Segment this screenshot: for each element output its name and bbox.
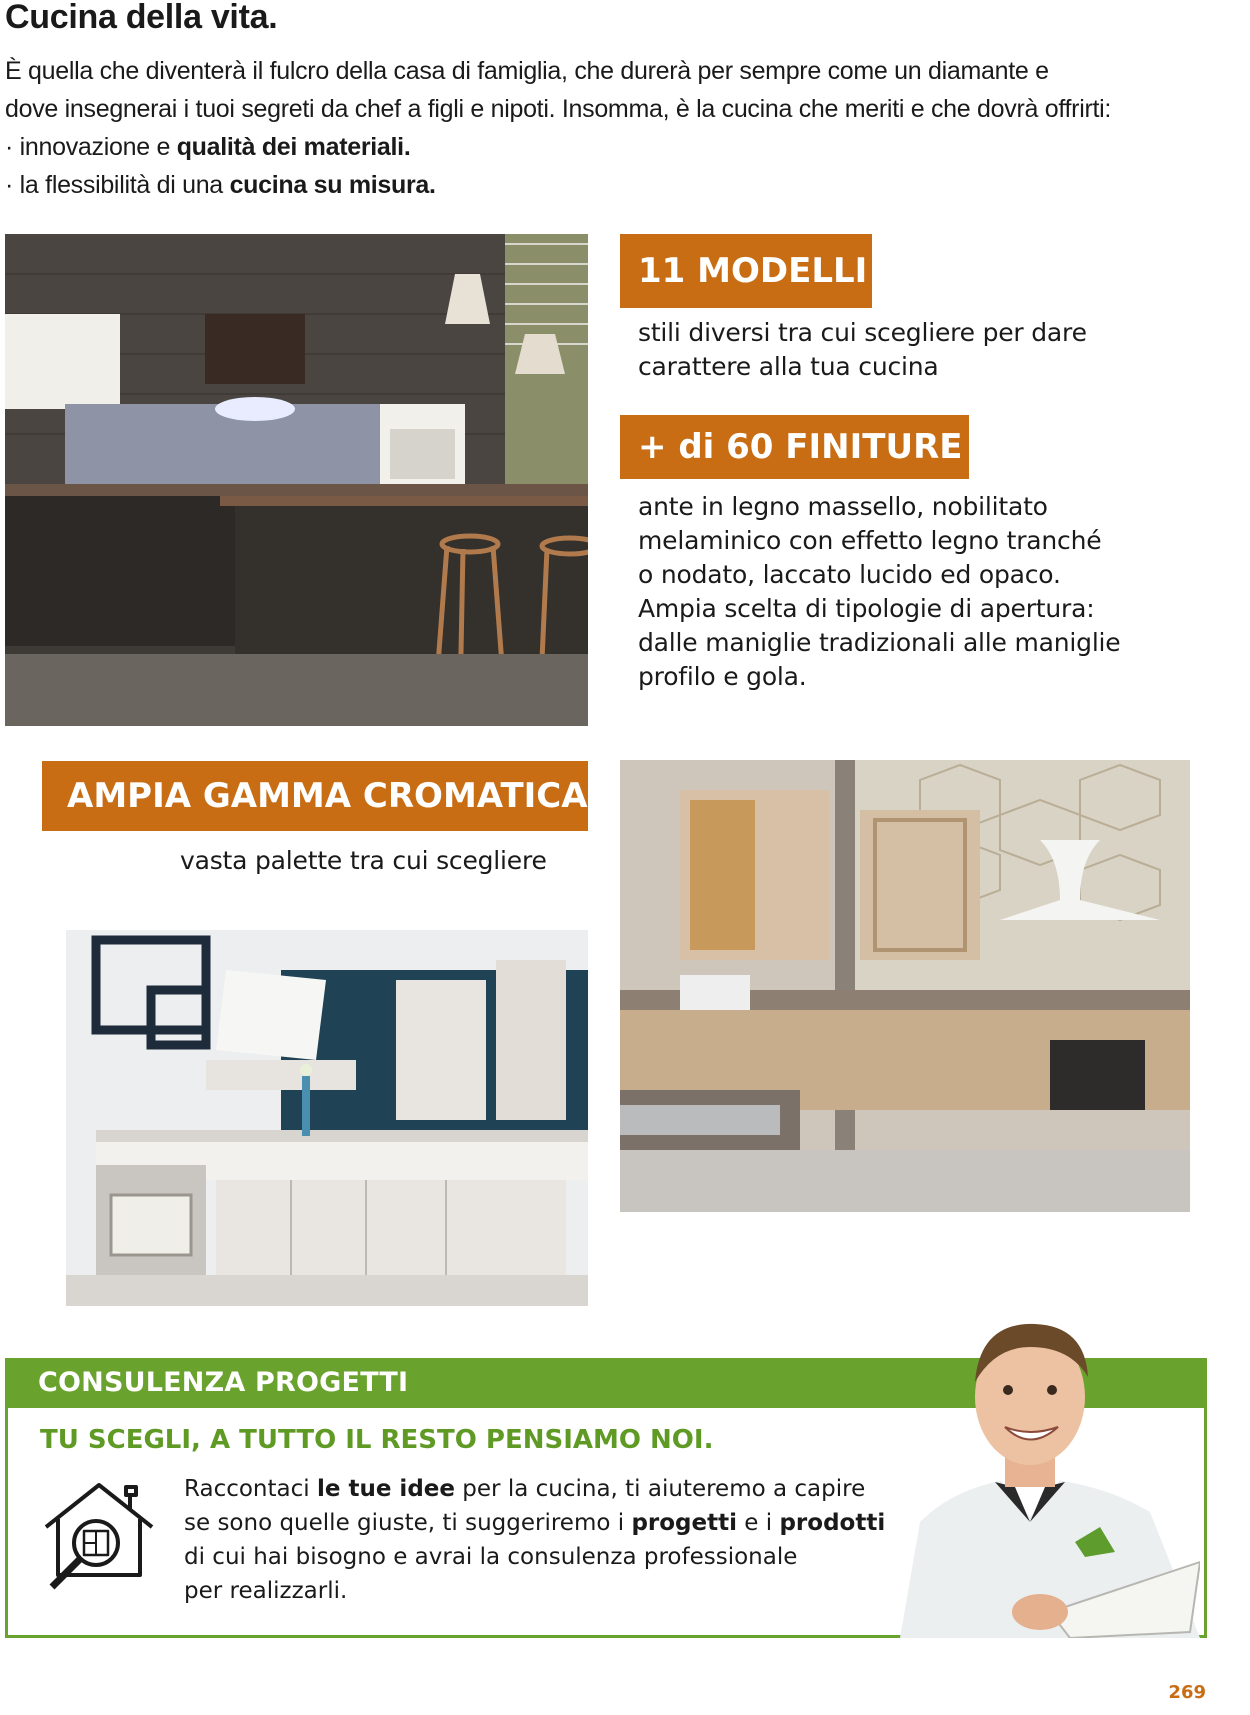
beige-kitchen-photo <box>620 760 1190 1212</box>
text-span: per la cucina, ti aiuteremo a capire <box>454 1476 866 1502</box>
consulting-line-4: per realizzarli. <box>184 1578 348 1604</box>
consulting-line-2 <box>184 1506 904 1540</box>
intro-line-1: È quella che diventerà il fulcro della casa di famiglia, che durerà per sempre come un diamante e <box>5 57 1049 85</box>
models-description <box>638 316 1238 384</box>
text-span: Raccontaci <box>184 1476 317 1502</box>
dark-kitchen-photo <box>5 234 588 726</box>
house-plan-magnifier-icon <box>40 1475 158 1593</box>
finishes-desc-line: o nodato, laccato lucido ed opaco. <box>638 560 1061 589</box>
finishes-description <box>638 490 1238 694</box>
intro-bullet-1 <box>5 128 1250 166</box>
bold-span: prodotti <box>779 1510 886 1536</box>
consulting-subtitle: TU SCEGLI, A TUTTO IL RESTO PENSIAMO NOI. <box>40 1425 714 1455</box>
intro-line-2: dove insegnerai i tuoi segreti da chef a figli e nipoti. Insomma, è la cucina che meriti e che dovrà offrirti: <box>5 95 1112 123</box>
bullet-bold: cucina su misura. <box>229 171 436 199</box>
consulting-line-3: di cui hai bisogno e avrai la consulenza professionale <box>184 1544 798 1570</box>
finishes-desc-line: ante in legno massello, nobilitato <box>638 492 1048 521</box>
consulting-text <box>184 1472 904 1608</box>
finishes-label-text: + di 60 FINITURE <box>638 427 963 467</box>
models-label-text: 11 MODELLI <box>638 251 868 291</box>
colors-label-text: AMPIA GAMMA CROMATICA <box>67 776 588 816</box>
bold-span: le tue idee <box>316 1476 455 1502</box>
intro-text <box>5 52 1250 204</box>
text-span: e i <box>736 1510 780 1536</box>
bullet-text: · innovazione e <box>5 133 177 161</box>
consulting-line-1 <box>184 1472 904 1506</box>
white-blue-kitchen-photo <box>66 930 588 1306</box>
models-label <box>620 234 872 308</box>
page-title: Cucina della vita. <box>5 0 278 36</box>
finishes-label <box>620 415 969 479</box>
finishes-desc-line: Ampia scelta di tipologie di apertura: <box>638 594 1095 623</box>
bullet-bold: qualità dei materiali. <box>176 133 411 161</box>
bold-span: progetti <box>631 1510 737 1536</box>
consultant-photo <box>900 1312 1200 1638</box>
finishes-desc-line: melaminico con effetto legno tranché <box>638 526 1102 555</box>
page-number: 269 <box>1168 1682 1206 1703</box>
colors-label <box>42 761 588 831</box>
colors-description: vasta palette tra cui scegliere <box>180 846 547 875</box>
finishes-desc-line: dalle maniglie tradizionali alle maniglie <box>638 628 1121 657</box>
models-desc-line: stili diversi tra cui scegliere per dare <box>638 318 1087 347</box>
finishes-desc-line: profilo e gola. <box>638 662 807 691</box>
models-desc-line: carattere alla tua cucina <box>638 352 939 381</box>
text-span: se sono quelle giuste, ti suggeriremo i <box>184 1510 632 1536</box>
intro-bullet-2 <box>5 166 1250 204</box>
bullet-text: · la flessibilità di una <box>5 171 230 199</box>
consulting-header: CONSULENZA PROGETTI <box>38 1367 409 1398</box>
